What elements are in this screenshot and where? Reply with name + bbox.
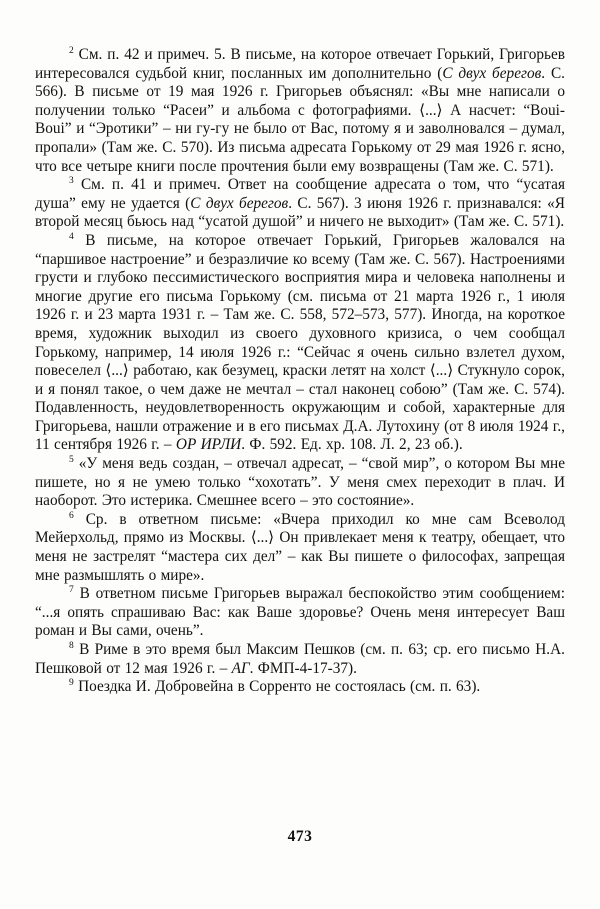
text-run: См. п. 41 и примеч. Ответ на сообщение адресата о том, что “усатая душа” ему не удается ( bbox=[35, 176, 565, 212]
footnote-8 bbox=[35, 641, 565, 678]
text-run: Ср. в ответном письме: «Вчера приходил ко мне сам Всеволод Мейерхольд, прямо из Москвы. ⟨...⟩ Он привлекает меня к театру, обещает, что меня не застрелят “мастера сих дел” – как Вы пишете о философах, запрещая мне размышлять о мире». bbox=[35, 510, 565, 584]
footnote-marker: 2 bbox=[69, 45, 74, 56]
footnote-9 bbox=[35, 678, 565, 697]
text-run: В Риме в это время был Максим Пешков (см. п. 63; ср. его письмо Н.А. Пешковой от 12 мая 1926 г. – bbox=[35, 641, 565, 677]
italic-text-run: С двух берегов bbox=[442, 64, 542, 82]
footnote-4 bbox=[35, 232, 565, 455]
footnote-6 bbox=[35, 511, 565, 585]
text-run: . ФМП-4-17-37). bbox=[249, 659, 357, 677]
footnote-marker: 9 bbox=[69, 678, 74, 689]
footnote-5 bbox=[35, 455, 565, 511]
text-run: См. п. 42 и примеч. 5. В письме, на которое отвечает Горький, Григорьев интересовался судьбой книг, посланных им дополнительно ( bbox=[35, 46, 565, 82]
footnote-7 bbox=[35, 585, 565, 641]
text-run: . С. 566). В письме от 19 мая 1926 г. Григорьев объяснял: «Вы мне написали о получении только “Расеи” и альбома с фотографиями. ⟨...⟩ А насчет: “Boui-Boui” и “Эротики” – ни гу-гу не было от Вас, потому я и заволновался – думал, пропали» (Там же. С. 570). Из письма адресата Горькому от 29 мая 1926 г. ясно, что все четыре книги после прочтения были ему возвращены (Там же. С. 571). bbox=[35, 64, 565, 175]
footnote-marker: 7 bbox=[69, 585, 74, 596]
footnote-marker: 4 bbox=[69, 231, 74, 242]
footnote-marker: 3 bbox=[69, 176, 74, 187]
footnote-3 bbox=[35, 176, 565, 232]
text-run: «У меня ведь создан, – отвечал адресат, – “свой мир”, о котором Вы мне пишете, но я не умею только “хохотать”. У меня смех переходит в плач. И наоборот. Это истерика. Смешнее всего – это состояние». bbox=[35, 455, 566, 510]
text-run: . С. 567). 3 июня 1926 г. признавался: «Я второй месяц бьюсь над “усатой душой” и ничего не выходит» (Там же. С. 571). bbox=[35, 194, 565, 231]
text-run: В ответном письме Григорьев выражал беспокойство этим сообщением: “...я опять спрашиваю Вас: как Ваше здоровье? Очень меня интересует Ваш роман и Вы сами, очень”. bbox=[35, 585, 565, 640]
footnote-marker: 6 bbox=[69, 510, 74, 521]
italic-text-run: ОР ИРЛИ bbox=[175, 436, 242, 454]
footnotes-block bbox=[35, 46, 565, 697]
text-run: . Ф. 592. Ед. хр. 108. Л. 2, 23 об.). bbox=[241, 436, 463, 454]
footnote-marker: 5 bbox=[69, 454, 74, 465]
italic-text-run: С двух берегов bbox=[190, 194, 289, 212]
footnote-2 bbox=[35, 46, 565, 176]
italic-text-run: АГ bbox=[231, 659, 250, 677]
footnote-marker: 8 bbox=[69, 640, 74, 651]
page-number: 473 bbox=[287, 828, 313, 845]
text-run: В письме, на которое отвечает Горький, Григорьев жаловался на “паршивое настроение” и безразличие ко всему (Там же. С. 567). Настроениями грусти и глубоко пессимистического восприятия мира и человека наполнены и многие другие его письма Горькому (см. письма от 21 марта 1926 г., 1 июля 1926 г. и 23 марта 1931 г. – Там же. С. 558, 572–573, 577). Иногда, на короткое время, художник выходил из своего духовного кризиса, о чем сообщал Горькому, например, 14 июля 1926 г.: “Сейчас я очень сильно взлетел духом, повеселел ⟨...⟩ работаю, как безумец, краски летят на холст ⟨...⟩ Стукнуло сорок, и я понял такое, о чем даже не мечтал – стал наконец собою” (Там же. С. 574). Подавленность, неудовлетворенность окружающим и собой, характерные для Григорьева, нашли отражение и в его письмах Д.А. Лутохину (от 8 июля 1924 г., 11 сентября 1926 г. – bbox=[35, 231, 565, 454]
text-run: Поездка И. Добровейна в Сорренто не состоялась (см. п. 63). bbox=[78, 678, 481, 696]
